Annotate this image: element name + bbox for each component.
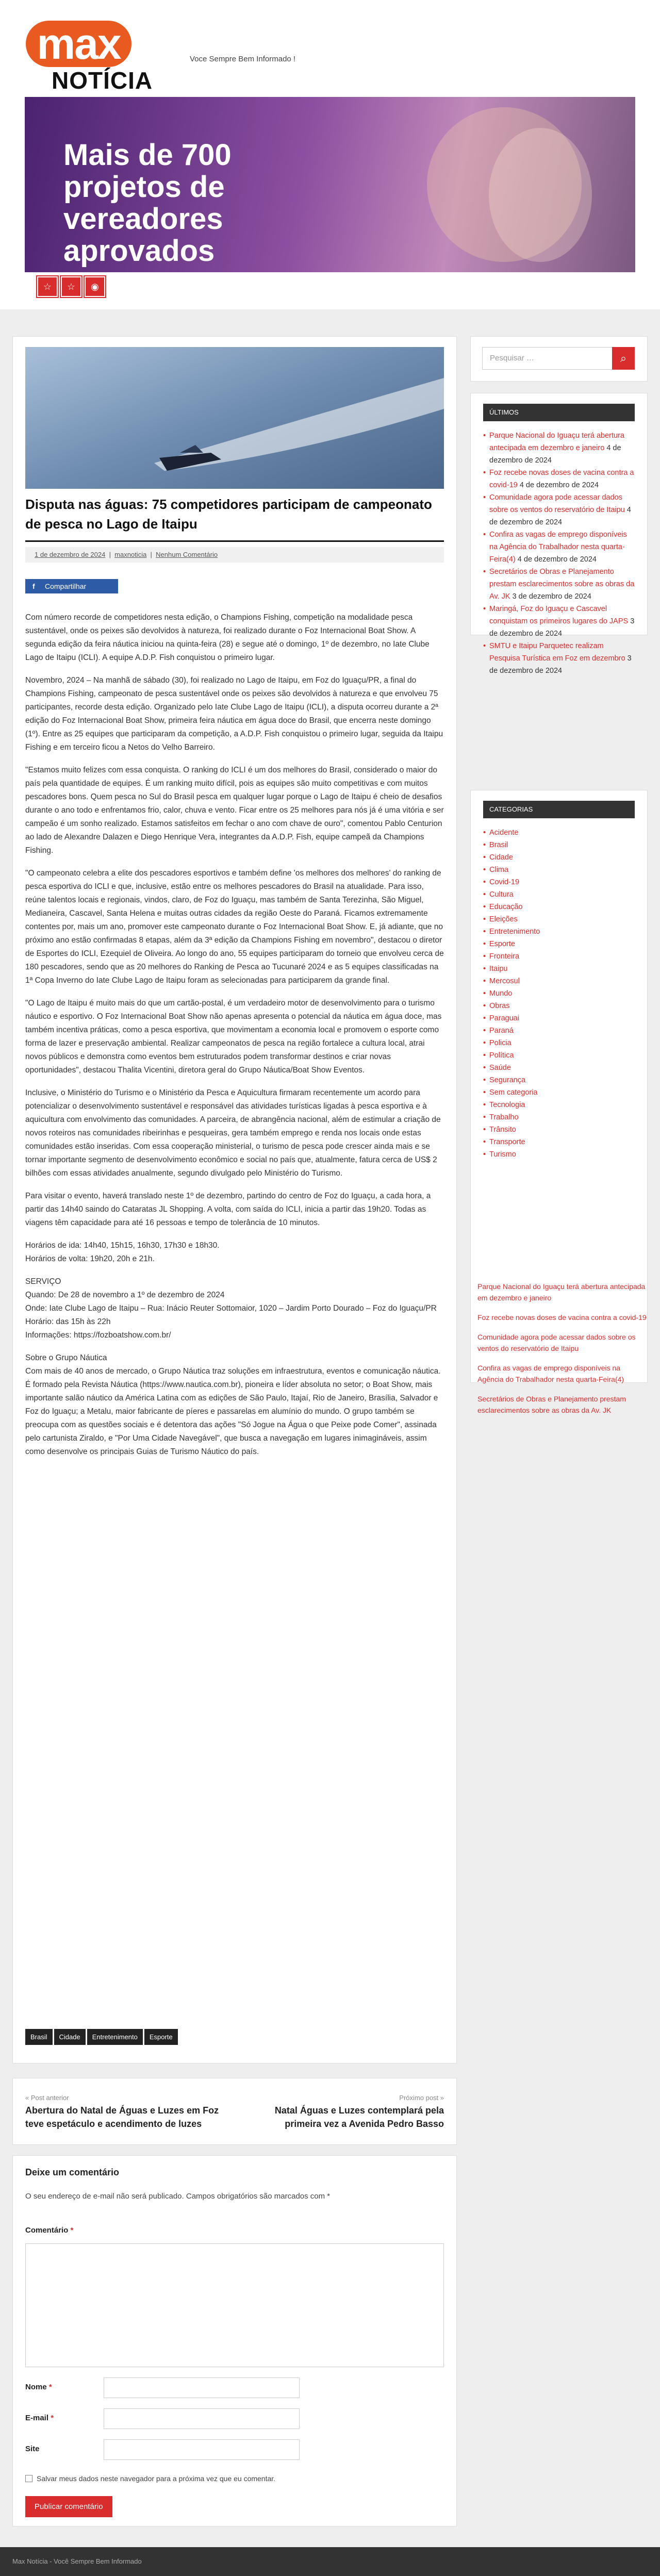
category-link[interactable]: Itaipu bbox=[489, 965, 508, 973]
recent-post-link[interactable]: Comunidade agora pode acessar dados sobre os ventos do reservatório de Itaipu bbox=[489, 493, 625, 514]
recent-post-link[interactable]: Confira as vagas de emprego disponíveis na Agência do Trabalhador nesta quarta-Feira(4) bbox=[477, 1364, 624, 1383]
required-marker: * bbox=[70, 2226, 74, 2235]
prev-post-title: Abertura do Natal de Águas e Luzes em Foz teve espetáculo e acendimento de luzes bbox=[25, 2105, 219, 2129]
recent-post-link[interactable]: Comunidade agora pode acessar dados sobre os ventos do reservatório de Itaipu bbox=[477, 1333, 636, 1352]
search-icon[interactable]: ⌕ bbox=[612, 347, 635, 370]
tag-link[interactable]: Cidade bbox=[54, 2029, 86, 2045]
list-item bbox=[483, 827, 635, 839]
category-link[interactable]: Esporte bbox=[489, 940, 515, 948]
tag-link[interactable]: Entretenimento bbox=[87, 2029, 143, 2045]
instagram-icon[interactable]: ◉ bbox=[85, 276, 105, 297]
list-item bbox=[483, 888, 635, 901]
submit-comment-button[interactable]: Publicar comentário bbox=[25, 2496, 112, 2517]
list-item bbox=[483, 1037, 635, 1049]
recent-post-date: 3 de dezembro de 2024 bbox=[489, 617, 635, 638]
share-label: Compartilhar bbox=[45, 582, 87, 590]
list-item bbox=[483, 491, 635, 529]
category-link[interactable]: Paraná bbox=[489, 1027, 514, 1035]
recent-post-link[interactable]: Parque Nacional do Iguaçu terá abertura antecipada em dezembro e janeiro bbox=[489, 432, 624, 452]
required-marker: * bbox=[48, 2383, 52, 2391]
recent-post-link[interactable]: Secretários de Obras e Planejamento prestam esclarecimentos sobre as obras da Av. JK bbox=[477, 1395, 626, 1414]
recent-post-date: 4 de dezembro de 2024 bbox=[519, 481, 599, 489]
category-link[interactable]: Paraguai bbox=[489, 1014, 520, 1022]
list-item bbox=[470, 1331, 648, 1354]
recent-post-link[interactable]: Foz recebe novas doses de vacina contra a covid-19 bbox=[477, 1313, 647, 1322]
list-item bbox=[483, 1124, 635, 1136]
category-link[interactable]: Acidente bbox=[489, 829, 519, 837]
list-item bbox=[470, 1281, 648, 1303]
comment-label-text: Comentário bbox=[25, 2226, 69, 2235]
comment-form bbox=[12, 2155, 457, 2527]
list-item bbox=[483, 1025, 635, 1037]
meta-separator: | bbox=[148, 551, 156, 558]
categories-list bbox=[483, 827, 635, 1161]
tag-link[interactable]: Brasil bbox=[25, 2029, 53, 2045]
category-link[interactable]: Mundo bbox=[489, 989, 513, 998]
list-item bbox=[483, 913, 635, 926]
post-author[interactable]: maxnoticia bbox=[114, 551, 147, 558]
post-tags bbox=[25, 2029, 178, 2045]
recent-post-link[interactable]: Confira as vagas de emprego disponíveis na Agência do Trabalhador nesta quarta-Feira(4) bbox=[489, 531, 627, 564]
category-link[interactable]: Covid-19 bbox=[489, 878, 520, 886]
list-item bbox=[483, 1000, 635, 1012]
site-input[interactable] bbox=[104, 2439, 300, 2460]
list-item bbox=[483, 529, 635, 566]
email-label-text: E-mail bbox=[25, 2414, 49, 2422]
search-input[interactable]: Pesquisar … bbox=[482, 347, 621, 370]
paragraph: Horários de ida: 14h40, 15h15, 16h30, 17h30 e 18h30. Horários de volta: 19h20, 20h e 21h. bbox=[25, 1241, 220, 1263]
ad-banner[interactable] bbox=[25, 97, 635, 272]
email-label bbox=[25, 2414, 54, 2422]
paragraph: SERVIÇO Quando: De 28 de novembro a 1º de dezembro de 2024 Onde: Iate Clube Lago de Itaipu – Rua: Inácio Reuter Sottomaior, 1020 – Jardim Porto Dourado – Foz do Iguaçu/PR Horário: das 15h às 22h Informações: https://fozboatshow.com.br/ bbox=[25, 1277, 437, 1340]
paragraph: Sobre o Grupo Náutica Com mais de 40 anos de mercado, o Grupo Náutica traz soluções em infraestrutura, eventos e comunicação náutica. É formado pela Revista Náutica (https://www.nautica.com.br), pioneira e líder absoluta no setor; o Boat Show, mais importante salão náutico da América Latina com as edições de São Paulo, Itajaí, Rio de Janeiro, Brasília, Salvador e Foz do Iguaçu; a Metalu, maior fabricante de píeres e passarelas em alumínio do mundo. O grupo também se preocupa com as questões sociais e é detentora das ações "Só Jogue na Água o que Peixe pode Comer", assinada pelo cartunista Ziraldo, e "Por Uma Cidade Navegável", que busca a navegação em lugares inimagináveis, assim como desenvolve os principais Guias de Turismo Náutico do país. bbox=[25, 1353, 441, 1456]
facebook-icon: f bbox=[32, 582, 35, 590]
list-item bbox=[483, 467, 635, 491]
site-footer: Max Notícia - Você Sempre Bem Informado bbox=[0, 2547, 660, 2576]
category-link[interactable]: Entretenimento bbox=[489, 928, 540, 936]
recent-post-date: 4 de dezembro de 2024 bbox=[489, 444, 621, 465]
paragraph: "O campeonato celebra a elite dos pescadores esportivos e também define 'os melhores dos melhores' do ranking de pesca esportiva do ICLI e que, inclusive, estão entre os melhores pescadores do Brasil na atualidade. Para isso, reúne talentos locais e regionais, vindos, claro, de Foz do Iguaçu, mas também de Santa Terezinha, São Miguel, Medianeira, Cascavel, Santa Helena e muitas outras cidades da região Oeste do Paraná. Ficamos extremamente contentes por, mais um ano, promover este campeonato durante o Foz Internacional Boat Show. E, já adiante, que no próximo ano estão confirmadas 8 etapas, além da 3ª edição da Champions Fishing em novembro", destacou o diretor de Esportes do ICLI, Ezequiel de Oliveira. Ao longo do ano, 55 equipes participaram do torneio que envolveu cerca de 180 pescadores, sendo que as 20 melhores do Ranking de Pesca ao Tucunaré 2024 e as 5 equipes classificadas na 1ª Copa Inverno do Iate Clube Lago de Itaipu foram as selecionadas para participarem da grande final. bbox=[25, 869, 444, 985]
prev-post-label: « Post anterior bbox=[25, 2094, 69, 2102]
paragraph: Para visitar o evento, haverá translado neste 1º de dezembro, partindo do centro de Foz do Iguaçu, a cada hora, a partir das 14h40 saindo do Cataratas JL Shopping. A volta, com saída do ICLI, inicia a partir das 19h20. Todas as viagens têm capacidade para até 16 pessoas e tempo de tolerância de 10 minutos. bbox=[25, 1192, 431, 1227]
featured-image bbox=[25, 347, 444, 489]
meta-separator: | bbox=[107, 551, 115, 558]
category-link[interactable]: Saúde bbox=[489, 1064, 511, 1072]
list-item bbox=[483, 1111, 635, 1124]
post-meta bbox=[25, 547, 444, 563]
title-divider bbox=[25, 540, 444, 542]
logo-max: max bbox=[26, 21, 131, 67]
list-item bbox=[483, 1074, 635, 1086]
recent-post-date: 3 de dezembro de 2024 bbox=[489, 654, 632, 675]
paragraph: Novembro, 2024 – Na manhã de sábado (30), foi realizado no Lago de Itaipu, em Foz do Iguaçu/PR, a final do Champions Fishing, campeonato de pesca sustentável onde os peixes são devolvidos à natureza e que envolveu 75 participantes, recorde desta edição. Organizado pelo Iate Clube Lago de Itaipu (ICLI), a disputa ocorreu durante a 2ª edição do Foz Internacional Boat Show, primeira feira náutica em água doce do Brasil, que encerra neste domingo (1º). Entre as 25 equipes que participaram da competição, a A.D.P. Fish conquistou o primeiro lugar, seguida da Itaipu Fishing e em terceiro ficou a Netos do Velho Barreiro. bbox=[25, 676, 443, 752]
name-label-text: Nome bbox=[25, 2383, 47, 2391]
category-link[interactable]: Trabalho bbox=[489, 1113, 519, 1121]
post-date[interactable]: 1 de dezembro de 2024 bbox=[35, 551, 106, 558]
list-item bbox=[483, 1148, 635, 1161]
category-link[interactable]: Segurança bbox=[489, 1076, 526, 1084]
paragraph: "O Lago de Itaipu é muito mais do que um cartão-postal, é um verdadeiro motor de desenvolvimento para o turismo náutico e esportivo. O Foz Internacional Boat Show não apenas apresenta o potencial da náutica em água doce, mas também incentiva práticas, como a pesca esportiva, que movimentam a economia local e promovem o esporte como forma de lazer e preservação ambiental. Realizar campeonatos de pesca na região fortalece a cultura local, atrai novos públicos e demonstra como eventos bem estruturados podem transformar destinos e criar novas oportunidades", destacou Thalita Vicentini, diretora geral do Grupo Náutica/Boat Show Eventos. bbox=[25, 999, 442, 1075]
category-link[interactable]: Mercosul bbox=[489, 977, 520, 985]
comment-form-note: O seu endereço de e-mail não será publicado. Campos obrigatórios são marcados com * bbox=[25, 2192, 331, 2201]
site-tagline: Voce Sempre Bem Informado ! bbox=[190, 55, 296, 63]
list-item bbox=[483, 864, 635, 876]
category-link[interactable]: Educação bbox=[489, 903, 523, 911]
list-item bbox=[483, 926, 635, 938]
post-comments-link[interactable]: Nenhum Comentário bbox=[156, 551, 218, 558]
category-link[interactable]: Sem categoria bbox=[489, 1088, 538, 1097]
paragraph: "Estamos muito felizes com essa conquista. O ranking do ICLI é um dos melhores do Brasil, considerado o maior do país pela quantidade de equipes. É um ranking muito difícil, pois as equipes são muito competitivas e com muitos pescadores bons. Quem pesca no Sul do Brasil pesca em qualquer lugar porque o Lago de Itaipu é cheio de desafios durante o ano todo e enfrentamos frio, calor, chuva e vento. Ficar entre os 25 melhores para nós já é uma vitória e ser campeão é um sonho realizado. Estamos satisfeitos em fechar o ano com chave de ouro", comentou Pablo Centurion ao lado de Alexandre Dalazen e Diego Henrique Vera, integrantes da A.D.P. Fish, equipe campeã da Champions Fishing. bbox=[25, 766, 444, 855]
list-item bbox=[470, 1312, 648, 1323]
list-item bbox=[483, 876, 635, 888]
category-link[interactable]: Cultura bbox=[489, 890, 514, 899]
star-icon[interactable]: ☆ bbox=[37, 276, 58, 297]
recent-post-link[interactable]: Secretários de Obras e Planejamento prestam esclarecimentos sobre as obras da Av. JK bbox=[489, 568, 635, 601]
tag-link[interactable]: Esporte bbox=[144, 2029, 178, 2045]
site-logo[interactable] bbox=[26, 21, 180, 98]
recent-post-date: 3 de dezembro de 2024 bbox=[512, 592, 591, 601]
next-post-label: Próximo post » bbox=[399, 2094, 444, 2102]
list-item bbox=[483, 1049, 635, 1062]
list-item bbox=[470, 1393, 648, 1416]
checkbox-box[interactable] bbox=[25, 2475, 32, 2482]
list-item bbox=[483, 566, 635, 603]
next-post-title: Natal Águas e Luzes contemplará pela primeira vez a Avenida Pedro Basso bbox=[274, 2105, 444, 2129]
post-navigation bbox=[12, 2078, 457, 2145]
list-item bbox=[483, 975, 635, 987]
recent-post-link[interactable]: Parque Nacional do Iguaçu terá abertura antecipada em dezembro e janeiro bbox=[477, 1282, 646, 1302]
category-link[interactable]: Trânsito bbox=[489, 1126, 516, 1134]
star-icon[interactable]: ☆ bbox=[61, 276, 81, 297]
comment-label bbox=[25, 2226, 73, 2235]
category-link[interactable]: Policia bbox=[489, 1039, 512, 1047]
list-item bbox=[483, 901, 635, 913]
list-item bbox=[470, 1362, 648, 1385]
list-item bbox=[483, 950, 635, 963]
social-links bbox=[37, 276, 105, 297]
category-link[interactable]: Política bbox=[489, 1051, 514, 1060]
recent-posts-repeat bbox=[470, 1281, 648, 1424]
category-link[interactable]: Brasil bbox=[489, 841, 508, 849]
list-item bbox=[483, 1062, 635, 1074]
banner-headline: Mais de 700 projetos de vereadores aprovados bbox=[63, 138, 232, 268]
recent-posts-list bbox=[483, 430, 635, 677]
prev-post-link[interactable] bbox=[25, 2094, 221, 2131]
category-link[interactable]: Turismo bbox=[489, 1150, 516, 1159]
site-label: Site bbox=[25, 2445, 40, 2453]
comment-form-title: Deixe um comentário bbox=[25, 2167, 120, 2177]
recent-posts-widget bbox=[470, 393, 648, 675]
post-title: Disputa nas águas: 75 competidores participam de campeonato de pesca no Lago de Itaipu bbox=[25, 497, 432, 532]
category-link[interactable]: Cidade bbox=[489, 853, 513, 862]
list-item bbox=[483, 1086, 635, 1099]
list-item bbox=[483, 1136, 635, 1148]
category-link[interactable]: Transporte bbox=[489, 1138, 525, 1146]
logo-noticia: NOTÍCIA bbox=[52, 67, 153, 94]
search-widget bbox=[470, 336, 648, 382]
list-item bbox=[483, 640, 635, 677]
paragraph: Inclusive, o Ministério do Turismo e o Ministério da Pesca e Aquicultura firmaram recentemente um acordo para potencializar o desenvolvimento sustentável e responsável das atividades turísticas ligadas à pesca esportiva e à aquicultura com envolvimento das comunidades. A parceira, de abrangência nacional, além de estimular a criação de novos roteiros nas comunidades ribeirinhas e pesqueiras, gera também emprego e renda nos locais onde estas comunidades estão inseridas. Com essa cooperação ministerial, o turismo de pesca pode crescer ainda mais e se tornar importante segmento de desenvolvimento econômico e social no país que, atualmente, fatura cerca de US$ 2 bilhões com essas atividades anualmente, segundo divulgado pelo Ministério do Turismo. bbox=[25, 1088, 441, 1178]
widget-title: ÚLTIMOS bbox=[483, 404, 635, 421]
post-body bbox=[25, 611, 444, 1468]
list-item bbox=[483, 430, 635, 467]
comment-textarea[interactable] bbox=[25, 2243, 444, 2367]
paragraph: Com número recorde de competidores nesta edição, o Champions Fishing, competição na modalidade pesca sustentável, onde os peixes são devolvidos à natureza, foi realizado durante o Foz Internacional Boat Show. A segunda edição da feira náutica iniciou na quinta-feira (28) e segue até o domingo, 1º de dezembro, no Iate Clube Lago de Itaipu (ICLI). A equipe A.D.P. Fish conquistou o primeiro lugar. bbox=[25, 613, 430, 662]
post-article bbox=[12, 336, 457, 2063]
list-item bbox=[483, 1012, 635, 1025]
name-input[interactable] bbox=[104, 2377, 300, 2398]
share-button[interactable] bbox=[25, 579, 118, 593]
email-input[interactable] bbox=[104, 2408, 300, 2429]
name-label bbox=[25, 2383, 52, 2391]
category-link[interactable]: Clima bbox=[489, 866, 509, 874]
category-link[interactable]: Tecnologia bbox=[489, 1101, 525, 1109]
required-marker: * bbox=[51, 2414, 54, 2422]
list-item bbox=[483, 851, 635, 864]
recent-post-link[interactable]: SMTU e Itaipu Parquetec realizam Pesquisa Turística em Foz em dezembro bbox=[489, 642, 625, 663]
list-item bbox=[483, 839, 635, 851]
category-link[interactable]: Eleições bbox=[489, 915, 518, 923]
recent-post-link[interactable]: Foz recebe novas doses de vacina contra a covid-19 bbox=[489, 469, 634, 489]
recent-post-date: 4 de dezembro de 2024 bbox=[517, 555, 597, 564]
boat-illustration bbox=[25, 347, 444, 489]
category-link[interactable]: Fronteira bbox=[489, 952, 520, 961]
recent-post-date: 4 de dezembro de 2024 bbox=[489, 506, 631, 526]
list-item bbox=[483, 987, 635, 1000]
save-data-checkbox[interactable] bbox=[25, 2474, 275, 2483]
site-header bbox=[0, 0, 660, 309]
list-item bbox=[483, 963, 635, 975]
recent-post-link[interactable]: Maringá, Foz do Iguaçu e Cascavel conquistam os primeiros lugares do JAPS bbox=[489, 605, 629, 625]
next-post-link[interactable] bbox=[248, 2094, 444, 2131]
list-item bbox=[483, 1099, 635, 1111]
category-link[interactable]: Obras bbox=[489, 1002, 510, 1010]
save-data-label: Salvar meus dados neste navegador para a próxima vez que eu comentar. bbox=[37, 2474, 276, 2483]
widget-title: CATEGORIAS bbox=[483, 801, 635, 818]
list-item bbox=[483, 603, 635, 640]
list-item bbox=[483, 938, 635, 950]
